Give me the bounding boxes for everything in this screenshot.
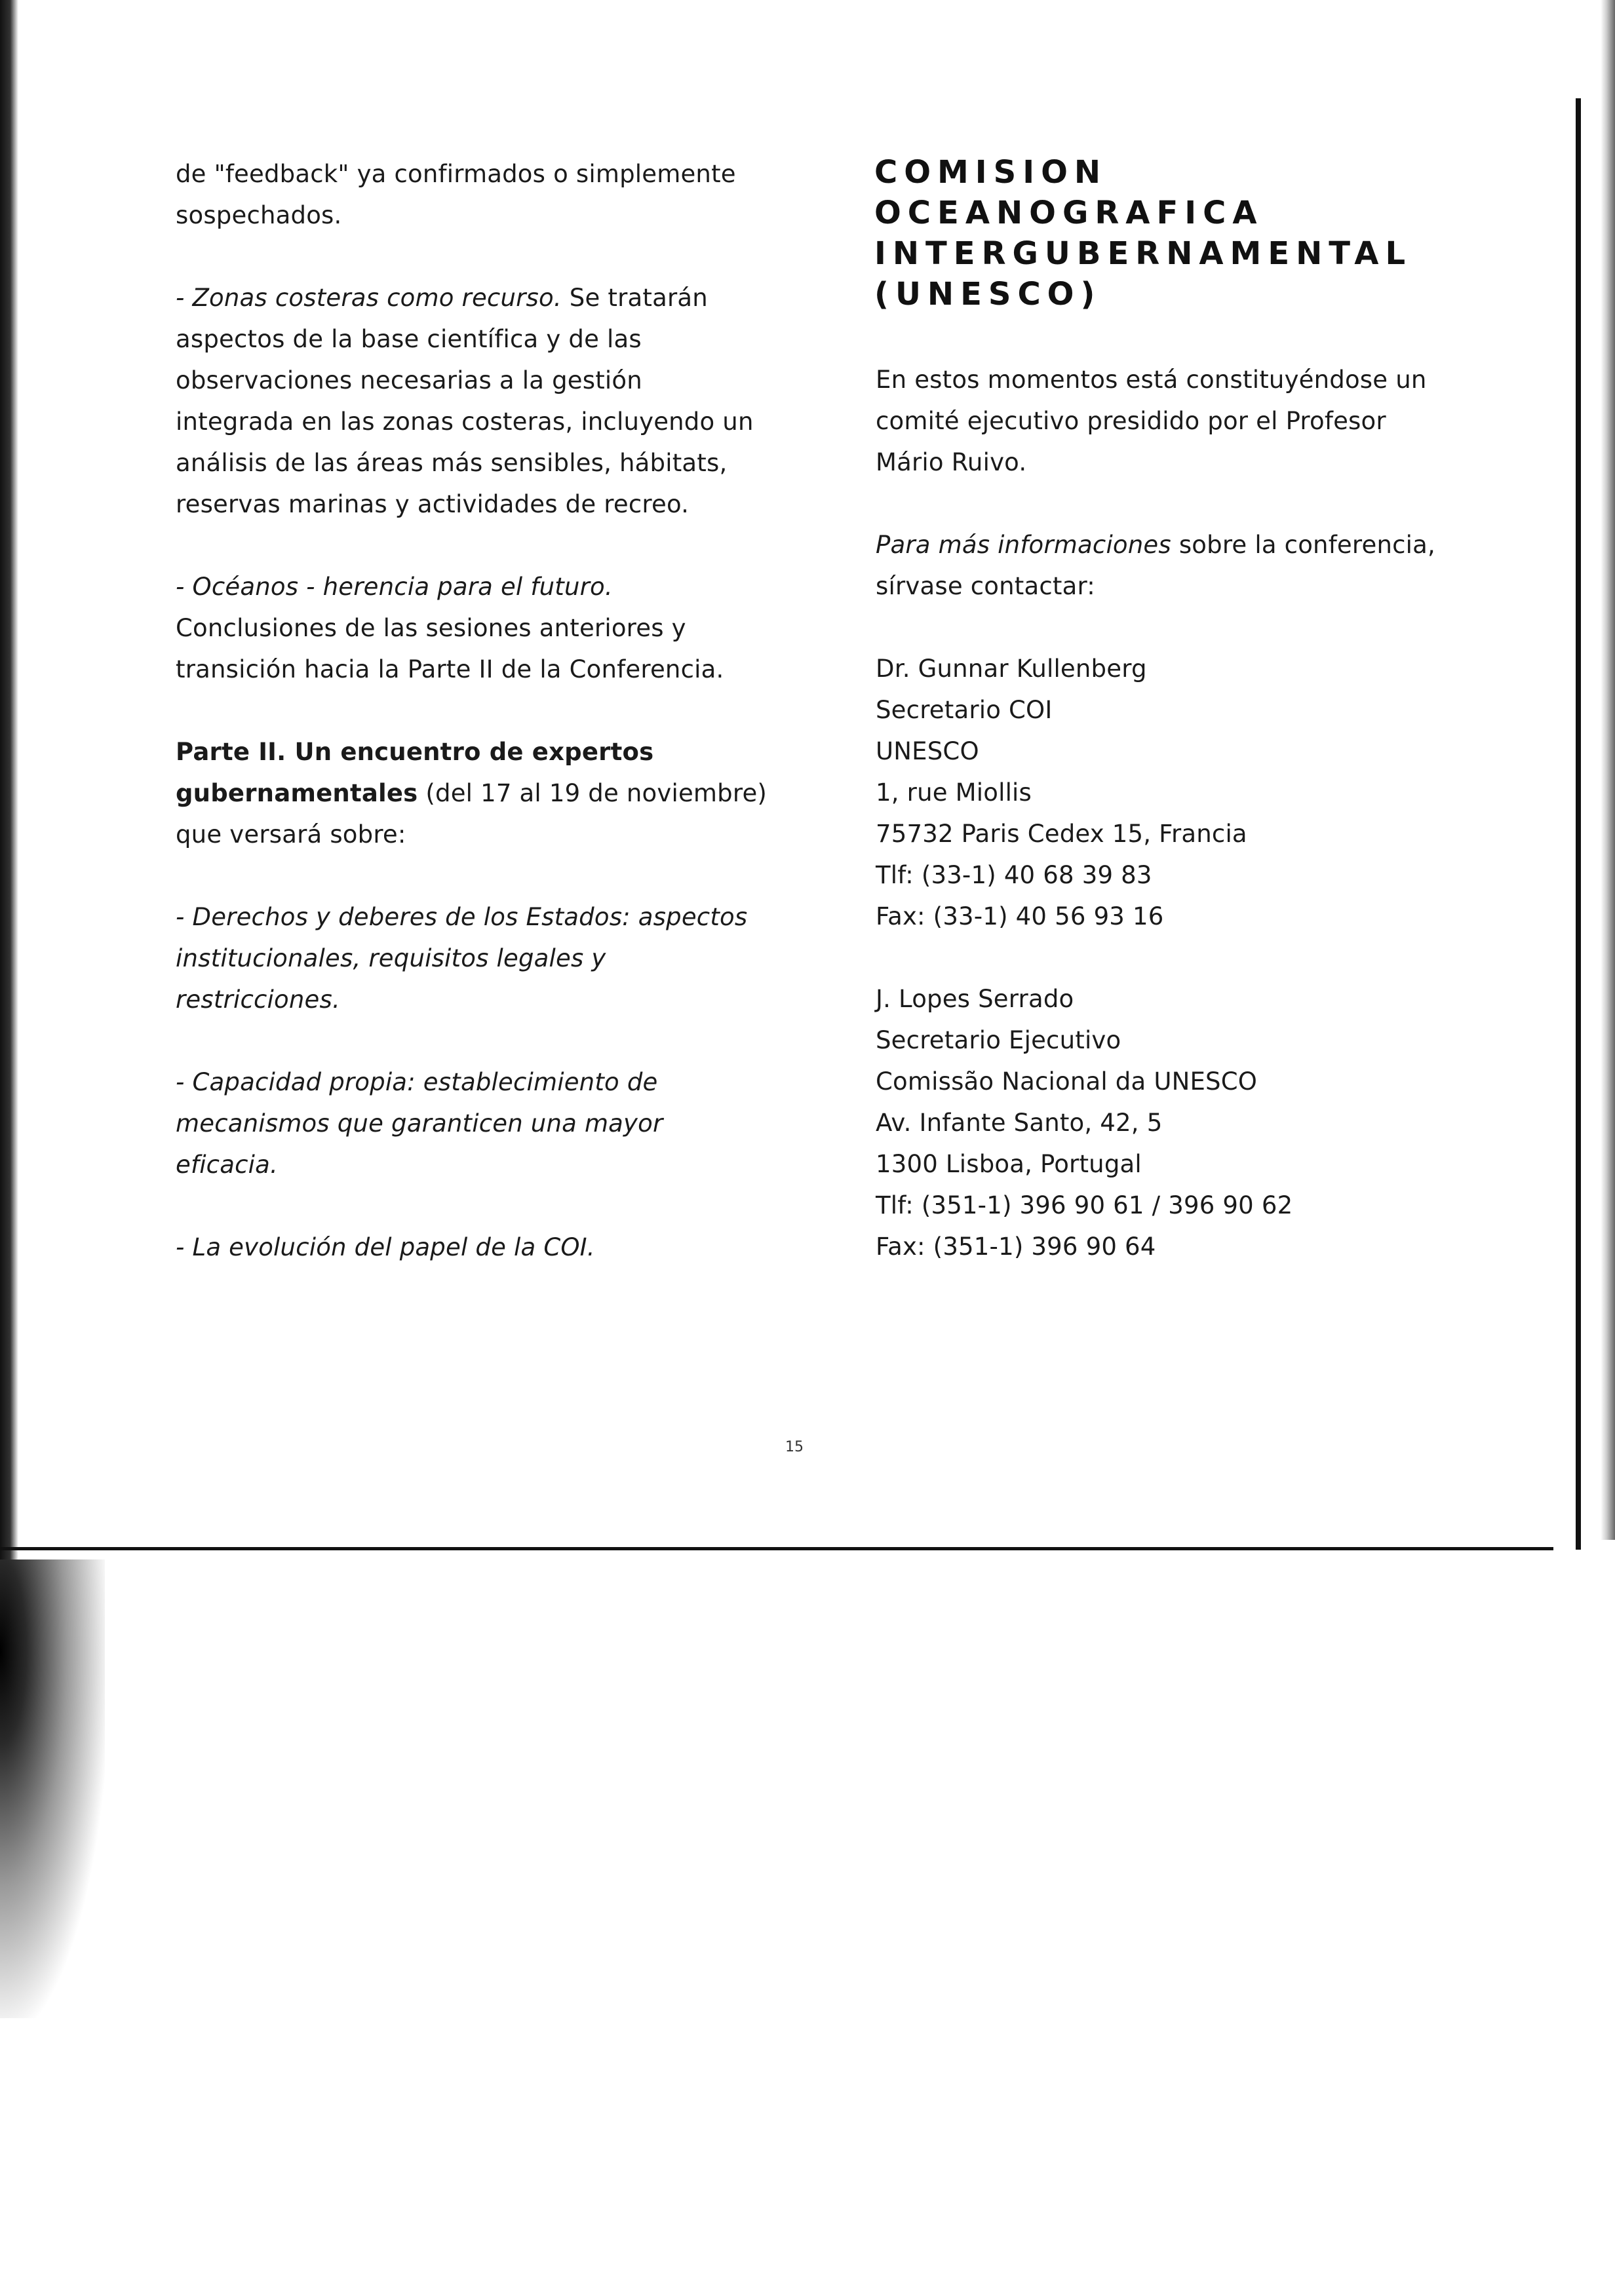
text-line [876, 524, 1531, 565]
right-border-rule [1576, 98, 1581, 1550]
bold-run: gubernamentales [176, 779, 418, 807]
paragraph-comite [876, 359, 1531, 483]
text-line: institucionales, requisitos legales y [176, 944, 606, 972]
scan-shadow-left-lower [0, 1559, 105, 2018]
heading-line: INTERGUBERNAMENTAL [874, 235, 1412, 272]
text-line: reservas marinas y actividades de recreo. [176, 490, 690, 518]
contact-line: Secretario COI [876, 696, 1053, 724]
italic-topic: - Océanos - herencia para el futuro. [176, 573, 613, 601]
bold-run: Parte II. Un encuentro de expertos [176, 738, 654, 766]
text-line [176, 731, 752, 773]
text-run: Se tratarán [561, 284, 708, 312]
text-run: (del 17 al 19 de noviembre) [418, 779, 768, 807]
contact-line: Av. Infante Santo, 42, 5 [876, 1109, 1163, 1137]
paragraph-informaciones [876, 524, 1531, 607]
contact-line: UNESCO [876, 737, 979, 765]
text-line: eficacia. [176, 1151, 278, 1179]
contact-line: Fax: (33-1) 40 56 93 16 [876, 902, 1164, 930]
left-column [176, 153, 768, 1309]
heading-line: (UNESCO) [874, 276, 1102, 313]
text-line: Conclusiones de las sesiones anteriores y [176, 614, 686, 642]
text-line: - Capacidad propia: establecimiento de [176, 1068, 658, 1096]
text-line [176, 277, 752, 318]
contact-line: J. Lopes Serrado [876, 985, 1074, 1013]
right-column [876, 359, 1531, 1309]
text-line: que versará sobre: [176, 820, 406, 849]
contact-line: 75732 Paris Cedex 15, Francia [876, 820, 1247, 848]
text-line: En estos momentos está constituyéndose un [876, 366, 1427, 394]
text-line: sospechados. [176, 201, 342, 229]
text-line: de "feedback" ya confirmados o simplemente [176, 160, 736, 188]
text-line: mecanismos que garanticen una mayor [176, 1109, 663, 1138]
text-line: aspectos de la base científica y de las [176, 325, 642, 353]
contact-line: 1, rue Miollis [876, 778, 1032, 807]
contact-line: Dr. Gunnar Kullenberg [876, 655, 1147, 683]
paragraph-derechos [176, 896, 752, 1020]
paragraph-feedback [176, 153, 752, 236]
section-heading [874, 152, 1563, 315]
contact-serrado [876, 978, 1531, 1267]
text-line: - Derechos y deberes de los Estados: aspectos [176, 903, 748, 931]
text-line: integrada en las zonas costeras, incluyendo un [176, 408, 754, 436]
paragraph-parte-ii [176, 731, 768, 855]
text-line: comité ejecutivo presidido por el Profesor [876, 407, 1386, 435]
text-line: - La evolución del papel de la COI. [176, 1233, 595, 1261]
text-line: análisis de las áreas más sensibles, hábitats, [176, 449, 728, 477]
contact-line: Secretario Ejecutivo [876, 1026, 1121, 1054]
text-line: restricciones. [176, 985, 340, 1014]
text-line: Mário Ruivo. [876, 448, 1027, 476]
heading-line: COMISION [874, 154, 1108, 191]
scan-shadow-right [1601, 0, 1615, 1540]
paragraph-zonas-costeras [176, 277, 752, 525]
italic-topic: - Zonas costeras como recurso. [176, 284, 562, 312]
scan-shadow-left [0, 0, 18, 1559]
text-run: sobre la conferencia, [1171, 531, 1435, 559]
italic-run: Para más informaciones [876, 531, 1171, 559]
paragraph-capacidad [176, 1062, 752, 1185]
contact-line: Comissão Nacional da UNESCO [876, 1067, 1258, 1096]
contact-line: Tlf: (351-1) 396 90 61 / 396 90 62 [876, 1191, 1293, 1219]
page-number: 15 [785, 1439, 804, 1455]
text-line: sírvase contactar: [876, 572, 1095, 600]
contact-kullenberg [876, 648, 1531, 937]
contact-line: Fax: (351-1) 396 90 64 [876, 1233, 1156, 1261]
text-line: observaciones necesarias a la gestión [176, 366, 642, 394]
heading-line: OCEANOGRAFICA [874, 195, 1264, 231]
contact-line: 1300 Lisboa, Portugal [876, 1150, 1142, 1178]
paragraph-evolucion [176, 1227, 752, 1268]
contact-line: Tlf: (33-1) 40 68 39 83 [876, 861, 1152, 889]
text-line [176, 773, 768, 814]
text-line [176, 566, 752, 607]
bottom-border-rule [0, 1547, 1553, 1550]
paragraph-oceanos [176, 566, 752, 690]
text-line: transición hacia la Parte II de la Conferencia. [176, 655, 724, 683]
